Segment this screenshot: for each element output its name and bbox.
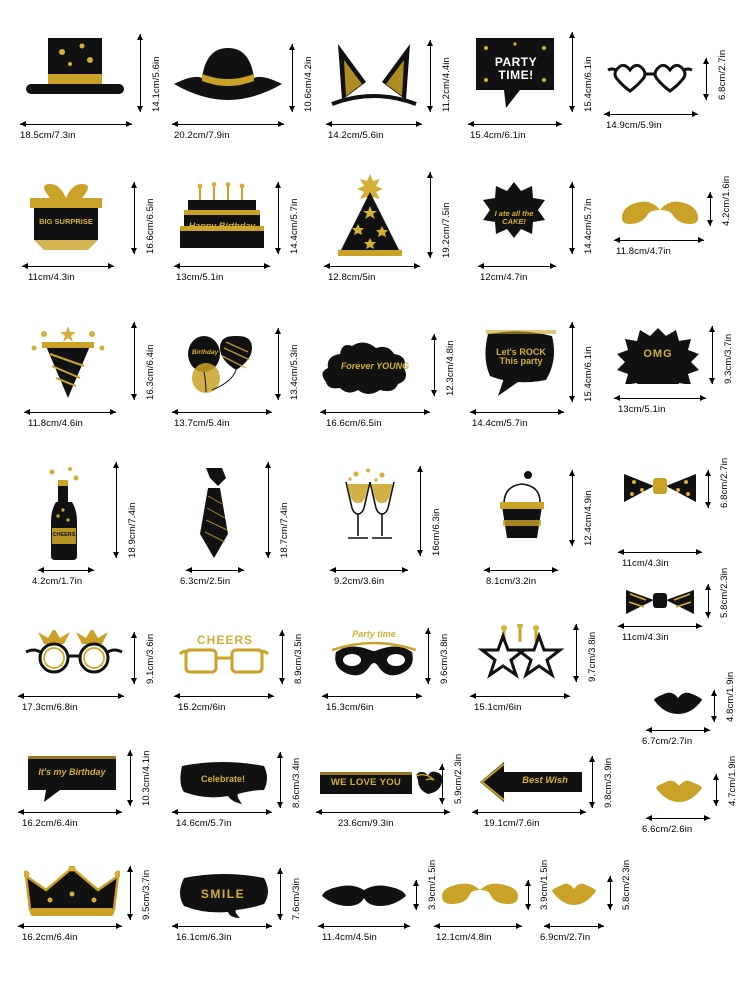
party-time-mask-label: Party time xyxy=(352,629,396,640)
width-label-forever-young: 16.6cm/6.5in xyxy=(326,418,382,429)
width-label-mustache-gold: 12.1cm/4.8in xyxy=(436,932,492,943)
height-arrow-cheers-glasses xyxy=(282,630,283,684)
width-arrow-star-candles xyxy=(470,696,570,697)
width-label-round-glasses: 17.3cm/6.8in xyxy=(22,702,78,713)
item-top-hat xyxy=(20,30,130,110)
top-hat-icon xyxy=(20,30,130,110)
item-party-hat xyxy=(326,172,414,260)
width-arrow-we-love-you xyxy=(316,812,450,813)
height-label-celebrate: 8.6cm/3.4in xyxy=(291,757,302,808)
width-arrow-forever-young xyxy=(320,412,430,413)
width-arrow-its-my-birthday xyxy=(18,812,122,813)
item-mustache-gold xyxy=(440,882,520,910)
striped-bowtie-icon xyxy=(624,586,696,618)
big-surprise-label: BIG SURPRISE xyxy=(39,217,93,227)
width-arrow-bowtie-stripe xyxy=(618,626,702,627)
item-best-wish xyxy=(478,758,586,806)
width-label-birthday-cake: 13cm/5.1in xyxy=(176,272,224,283)
height-arrow-party-popper xyxy=(134,322,135,400)
width-label-party-popper: 11.8cm/4.6in xyxy=(28,418,83,429)
width-arrow-mustache-curl xyxy=(614,240,704,241)
height-arrow-black-lips xyxy=(714,690,715,722)
item-star-candles xyxy=(474,624,566,680)
height-label-cowboy-hat: 10.6cm/4.2in xyxy=(303,56,314,112)
width-arrow-gold-lips-small xyxy=(544,926,604,927)
height-label-star-candles: 9.7cm/3.8in xyxy=(587,631,598,682)
width-label-smile: 16.1cm/6.3in xyxy=(176,932,232,943)
height-label-bowtie-dots: 6.8cm/2.7in xyxy=(719,457,730,508)
width-arrow-champagne-glasses xyxy=(330,570,408,571)
heart-glasses-icon xyxy=(604,60,696,96)
item-party-time-mask xyxy=(326,630,422,680)
birthday-cake-label: Happy Birthday xyxy=(188,221,256,232)
width-label-bowtie-stripe: 11cm/4.3in xyxy=(622,632,669,643)
height-arrow-party-hat xyxy=(430,172,431,258)
height-arrow-we-love-you xyxy=(442,764,443,804)
cat-ears-icon xyxy=(326,38,422,108)
width-arrow-lets-rock xyxy=(470,412,564,413)
height-label-big-surprise: 16.6cm/6.5in xyxy=(145,198,156,254)
party-popper-icon xyxy=(26,322,110,400)
height-label-smile: 7.6cm/3in xyxy=(291,877,302,920)
width-arrow-necktie xyxy=(186,570,244,571)
its-my-birthday-label: It's my Birthday xyxy=(38,767,106,778)
height-label-heart-glasses: 6.8cm/2.7in xyxy=(717,49,728,100)
width-label-top-hat: 18.5cm/7.3in xyxy=(20,130,76,141)
width-arrow-bowtie-dots xyxy=(618,552,702,553)
width-arrow-cowboy-hat xyxy=(172,124,284,125)
height-label-bowtie-stripe: 5.8cm/2.3in xyxy=(719,567,730,618)
gold-lips-icon xyxy=(654,778,704,806)
height-label-ate-cake: 14.4cm/5.7in xyxy=(583,198,594,254)
item-heart-glasses xyxy=(604,60,696,96)
height-label-mustache-curl: 4.2cm/1.6in xyxy=(721,175,732,226)
cowboy-hat-icon xyxy=(172,44,284,104)
width-arrow-smile xyxy=(172,926,272,927)
mustache-icon xyxy=(620,196,700,226)
width-arrow-party-hat xyxy=(324,266,420,267)
height-label-cupcake: 12.4cm/4.9in xyxy=(583,490,594,546)
width-label-party-time-mask: 15.3cm/6in xyxy=(326,702,374,713)
width-arrow-party-time-bubble xyxy=(468,124,562,125)
height-label-champagne-bottle: 18.9cm/7.4in xyxy=(127,502,138,558)
height-arrow-best-wish xyxy=(592,756,593,808)
item-forever-young xyxy=(322,338,426,396)
item-party-popper xyxy=(26,322,110,400)
height-label-gold-lips-small: 5.8cm/2.3in xyxy=(621,859,632,910)
height-arrow-heart-glasses xyxy=(706,58,707,100)
height-arrow-party-time-mask xyxy=(428,628,429,684)
width-label-lets-rock: 14.4cm/5.7in xyxy=(472,418,528,429)
balloons-icon xyxy=(176,330,268,398)
height-label-mustache-gold: 3.9cm/1.5in xyxy=(539,859,550,910)
width-label-birthday-balloons: 13.7cm/5.4in xyxy=(174,418,230,429)
height-arrow-crown xyxy=(130,866,131,920)
height-label-party-hat: 19.2cm/7.5in xyxy=(441,202,452,258)
height-arrow-mustache-curl xyxy=(710,192,711,226)
champagne-bottle-icon xyxy=(42,466,86,560)
width-label-star-candles: 15.1cm/6in xyxy=(474,702,522,713)
width-arrow-heart-glasses xyxy=(604,114,698,115)
item-gold-lips-small xyxy=(550,880,598,910)
width-label-cheers-glasses: 15.2cm/6in xyxy=(178,702,226,713)
height-arrow-cat-ears xyxy=(430,40,431,112)
height-label-birthday-cake: 14.4cm/5.7in xyxy=(289,198,300,254)
width-label-bowtie-dots: 11cm/4.3in xyxy=(622,558,669,569)
height-arrow-birthday-balloons xyxy=(278,328,279,400)
height-arrow-champagne-bottle xyxy=(116,462,117,558)
item-smile xyxy=(176,874,272,918)
width-arrow-omg xyxy=(614,398,706,399)
height-label-top-hat: 14.1cm/5.6in xyxy=(151,56,162,112)
width-label-heart-glasses: 14.9cm/5.9in xyxy=(606,120,662,131)
height-arrow-its-my-birthday xyxy=(130,750,131,806)
width-label-party-time-bubble: 15.4cm/6.1in xyxy=(470,130,526,141)
height-arrow-bowtie-stripe xyxy=(708,584,709,618)
height-arrow-mustache-gold xyxy=(528,880,529,910)
item-big-surprise xyxy=(24,180,108,252)
width-label-party-hat: 12.8cm/5in xyxy=(328,272,376,283)
item-omg xyxy=(616,328,700,384)
width-arrow-cupcake xyxy=(484,570,558,571)
height-arrow-party-time-bubble xyxy=(572,32,573,112)
necktie-icon xyxy=(192,466,236,560)
item-cupcake xyxy=(490,470,554,542)
width-label-champagne-bottle: 4.2cm/1.7in xyxy=(32,576,83,587)
width-label-gold-lips-small: 6.9cm/2.7in xyxy=(540,932,591,943)
width-label-mustache-curl: 11.8cm/4.7in xyxy=(616,246,671,257)
width-arrow-crown xyxy=(18,926,122,927)
best-wish-label: Best Wish xyxy=(522,775,568,787)
height-arrow-omg xyxy=(712,326,713,384)
party-time-bubble-label: PARTY TIME! xyxy=(494,55,538,82)
width-arrow-cheers-glasses xyxy=(174,696,274,697)
height-arrow-top-hat xyxy=(140,34,141,112)
height-arrow-bowtie-dots xyxy=(708,470,709,508)
height-arrow-forever-young xyxy=(434,334,435,396)
height-arrow-gold-lips xyxy=(716,774,717,806)
height-arrow-cowboy-hat xyxy=(292,44,293,112)
width-label-ate-cake: 12cm/4.7in xyxy=(480,272,528,283)
cheers-glasses-label: CHEERS xyxy=(196,632,253,647)
height-label-birthday-balloons: 13.4cm/5.3in xyxy=(289,344,300,400)
item-mustache-wide xyxy=(322,884,406,910)
width-label-best-wish: 19.1cm/7.6in xyxy=(484,818,540,829)
champagne-bottle-label: CHEERS xyxy=(52,532,76,539)
height-label-we-love-you: 5.9cm/2.3in xyxy=(453,753,464,804)
height-label-lets-rock: 15.4cm/6.1in xyxy=(583,346,594,402)
item-ate-cake xyxy=(478,182,550,254)
forever-young-label: Forever YOUNG xyxy=(340,361,410,372)
item-birthday-cake xyxy=(176,182,268,254)
width-arrow-party-time-mask xyxy=(322,696,422,697)
width-arrow-big-surprise xyxy=(22,266,114,267)
gold-glitter-mustache-icon xyxy=(440,882,520,910)
celebrate-label: Celebrate! xyxy=(200,774,245,785)
height-label-omg: 9.3cm/3.7in xyxy=(723,333,734,384)
width-label-crown: 16.2cm/6.4in xyxy=(22,932,78,943)
height-label-cheers-glasses: 8.9cm/3.5in xyxy=(293,633,304,684)
height-arrow-cupcake xyxy=(572,470,573,546)
height-label-gold-lips: 4.7cm/1.9in xyxy=(727,755,738,806)
height-label-mustache-wide: 3.9cm/1.5in xyxy=(427,859,438,910)
item-we-love-you xyxy=(318,766,446,800)
height-arrow-round-glasses xyxy=(134,632,135,684)
width-label-necktie: 6.3cm/2.5in xyxy=(180,576,231,587)
width-label-its-my-birthday: 16.2cm/6.4in xyxy=(22,818,78,829)
width-arrow-celebrate xyxy=(172,812,272,813)
item-crown xyxy=(24,866,120,918)
height-label-party-popper: 16.3cm/6.4in xyxy=(145,344,156,400)
height-arrow-big-surprise xyxy=(134,182,135,254)
height-arrow-smile xyxy=(280,868,281,920)
height-label-cat-ears: 11.2cm/4.4in xyxy=(441,57,452,112)
width-label-cat-ears: 14.2cm/5.6in xyxy=(328,130,384,141)
height-label-party-time-mask: 9.6cm/3.8in xyxy=(439,633,450,684)
birthday-balloons-label: Birthday xyxy=(191,348,219,356)
item-black-lips xyxy=(652,690,704,718)
item-round-glasses xyxy=(22,630,126,678)
item-celebrate xyxy=(176,760,270,804)
item-champagne-glasses xyxy=(338,468,402,548)
width-label-champagne-glasses: 9.2cm/3.6in xyxy=(334,576,385,587)
width-arrow-ate-cake xyxy=(478,266,556,267)
cupcake-icon xyxy=(490,470,554,542)
item-mustache-curl xyxy=(620,196,700,226)
item-cat-ears xyxy=(326,38,422,108)
lets-rock-label: Let's ROCK This party xyxy=(496,346,546,366)
item-necktie xyxy=(192,466,236,560)
height-arrow-star-candles xyxy=(576,624,577,682)
item-champagne-bottle xyxy=(42,466,86,560)
height-arrow-birthday-cake xyxy=(278,182,279,254)
height-label-crown: 9.5cm/3.7in xyxy=(141,869,152,920)
star-candles-icon xyxy=(474,624,566,680)
height-arrow-gold-lips-small xyxy=(610,876,611,910)
height-arrow-celebrate xyxy=(280,752,281,808)
width-arrow-party-popper xyxy=(24,412,116,413)
height-arrow-ate-cake xyxy=(572,182,573,254)
height-label-its-my-birthday: 10.3cm/4.1in xyxy=(141,750,152,806)
width-arrow-birthday-cake xyxy=(174,266,270,267)
width-label-big-surprise: 11cm/4.3in xyxy=(28,272,75,283)
item-party-time-bubble xyxy=(470,30,560,112)
champagne-glasses-icon xyxy=(338,468,402,548)
party-hat-icon xyxy=(326,172,414,260)
height-label-forever-young: 12.3cm/4.8in xyxy=(445,340,456,396)
small-gold-lips-icon xyxy=(550,880,598,910)
item-bowtie-dots xyxy=(622,470,698,506)
round-glasses-icon xyxy=(22,630,126,678)
height-arrow-necktie xyxy=(268,462,269,558)
item-cheers-glasses xyxy=(178,632,270,678)
item-lets-rock xyxy=(478,326,564,402)
wide-mustache-icon xyxy=(322,884,406,910)
height-arrow-lets-rock xyxy=(572,322,573,402)
width-arrow-top-hat xyxy=(20,124,132,125)
height-label-champagne-glasses: 16cm/6.3in xyxy=(431,508,442,556)
width-label-celebrate: 14.6cm/5.7in xyxy=(176,818,232,829)
width-arrow-round-glasses xyxy=(18,696,124,697)
lips-icon xyxy=(652,690,704,718)
width-arrow-best-wish xyxy=(472,812,586,813)
omg-label: OMG xyxy=(643,348,673,361)
width-label-black-lips: 6.7cm/2.7in xyxy=(642,736,693,747)
width-arrow-birthday-balloons xyxy=(172,412,272,413)
height-label-best-wish: 9.8cm/3.9in xyxy=(603,757,614,808)
width-arrow-champagne-bottle xyxy=(38,570,94,571)
item-gold-lips xyxy=(654,778,704,806)
width-arrow-cat-ears xyxy=(326,124,422,125)
height-label-black-lips: 4.8cm/1.9in xyxy=(725,671,736,722)
item-its-my-birthday xyxy=(24,752,120,804)
height-label-party-time-bubble: 15.4cm/6.1in xyxy=(583,56,594,112)
width-label-gold-lips: 6.6cm/2.6in xyxy=(642,824,693,835)
width-label-cupcake: 8.1cm/3.2in xyxy=(486,576,537,587)
width-arrow-gold-lips xyxy=(646,818,710,819)
width-arrow-mustache-wide xyxy=(318,926,410,927)
we-love-you-label: WE LOVE YOU xyxy=(330,777,402,789)
item-cowboy-hat xyxy=(172,44,284,104)
width-label-we-love-you: 23.6cm/9.3in xyxy=(338,818,394,829)
smile-label: SMILE xyxy=(200,886,246,901)
crown-icon xyxy=(24,866,120,918)
width-label-omg: 13cm/5.1in xyxy=(618,404,666,415)
width-label-cowboy-hat: 20.2cm/7.9in xyxy=(174,130,230,141)
width-arrow-mustache-gold xyxy=(434,926,522,927)
width-arrow-black-lips xyxy=(646,730,710,731)
item-bowtie-stripe xyxy=(624,586,696,618)
item-birthday-balloons xyxy=(176,330,268,398)
bowtie-icon xyxy=(622,470,698,506)
height-arrow-mustache-wide xyxy=(416,880,417,910)
height-label-round-glasses: 9.1cm/3.6in xyxy=(145,633,156,684)
width-label-mustache-wide: 11.4cm/4.5in xyxy=(322,932,377,943)
ate-cake-label: I ate all the CAKE! xyxy=(494,209,534,226)
height-arrow-champagne-glasses xyxy=(420,466,421,556)
height-label-necktie: 18.7cm/7.4in xyxy=(279,502,290,558)
